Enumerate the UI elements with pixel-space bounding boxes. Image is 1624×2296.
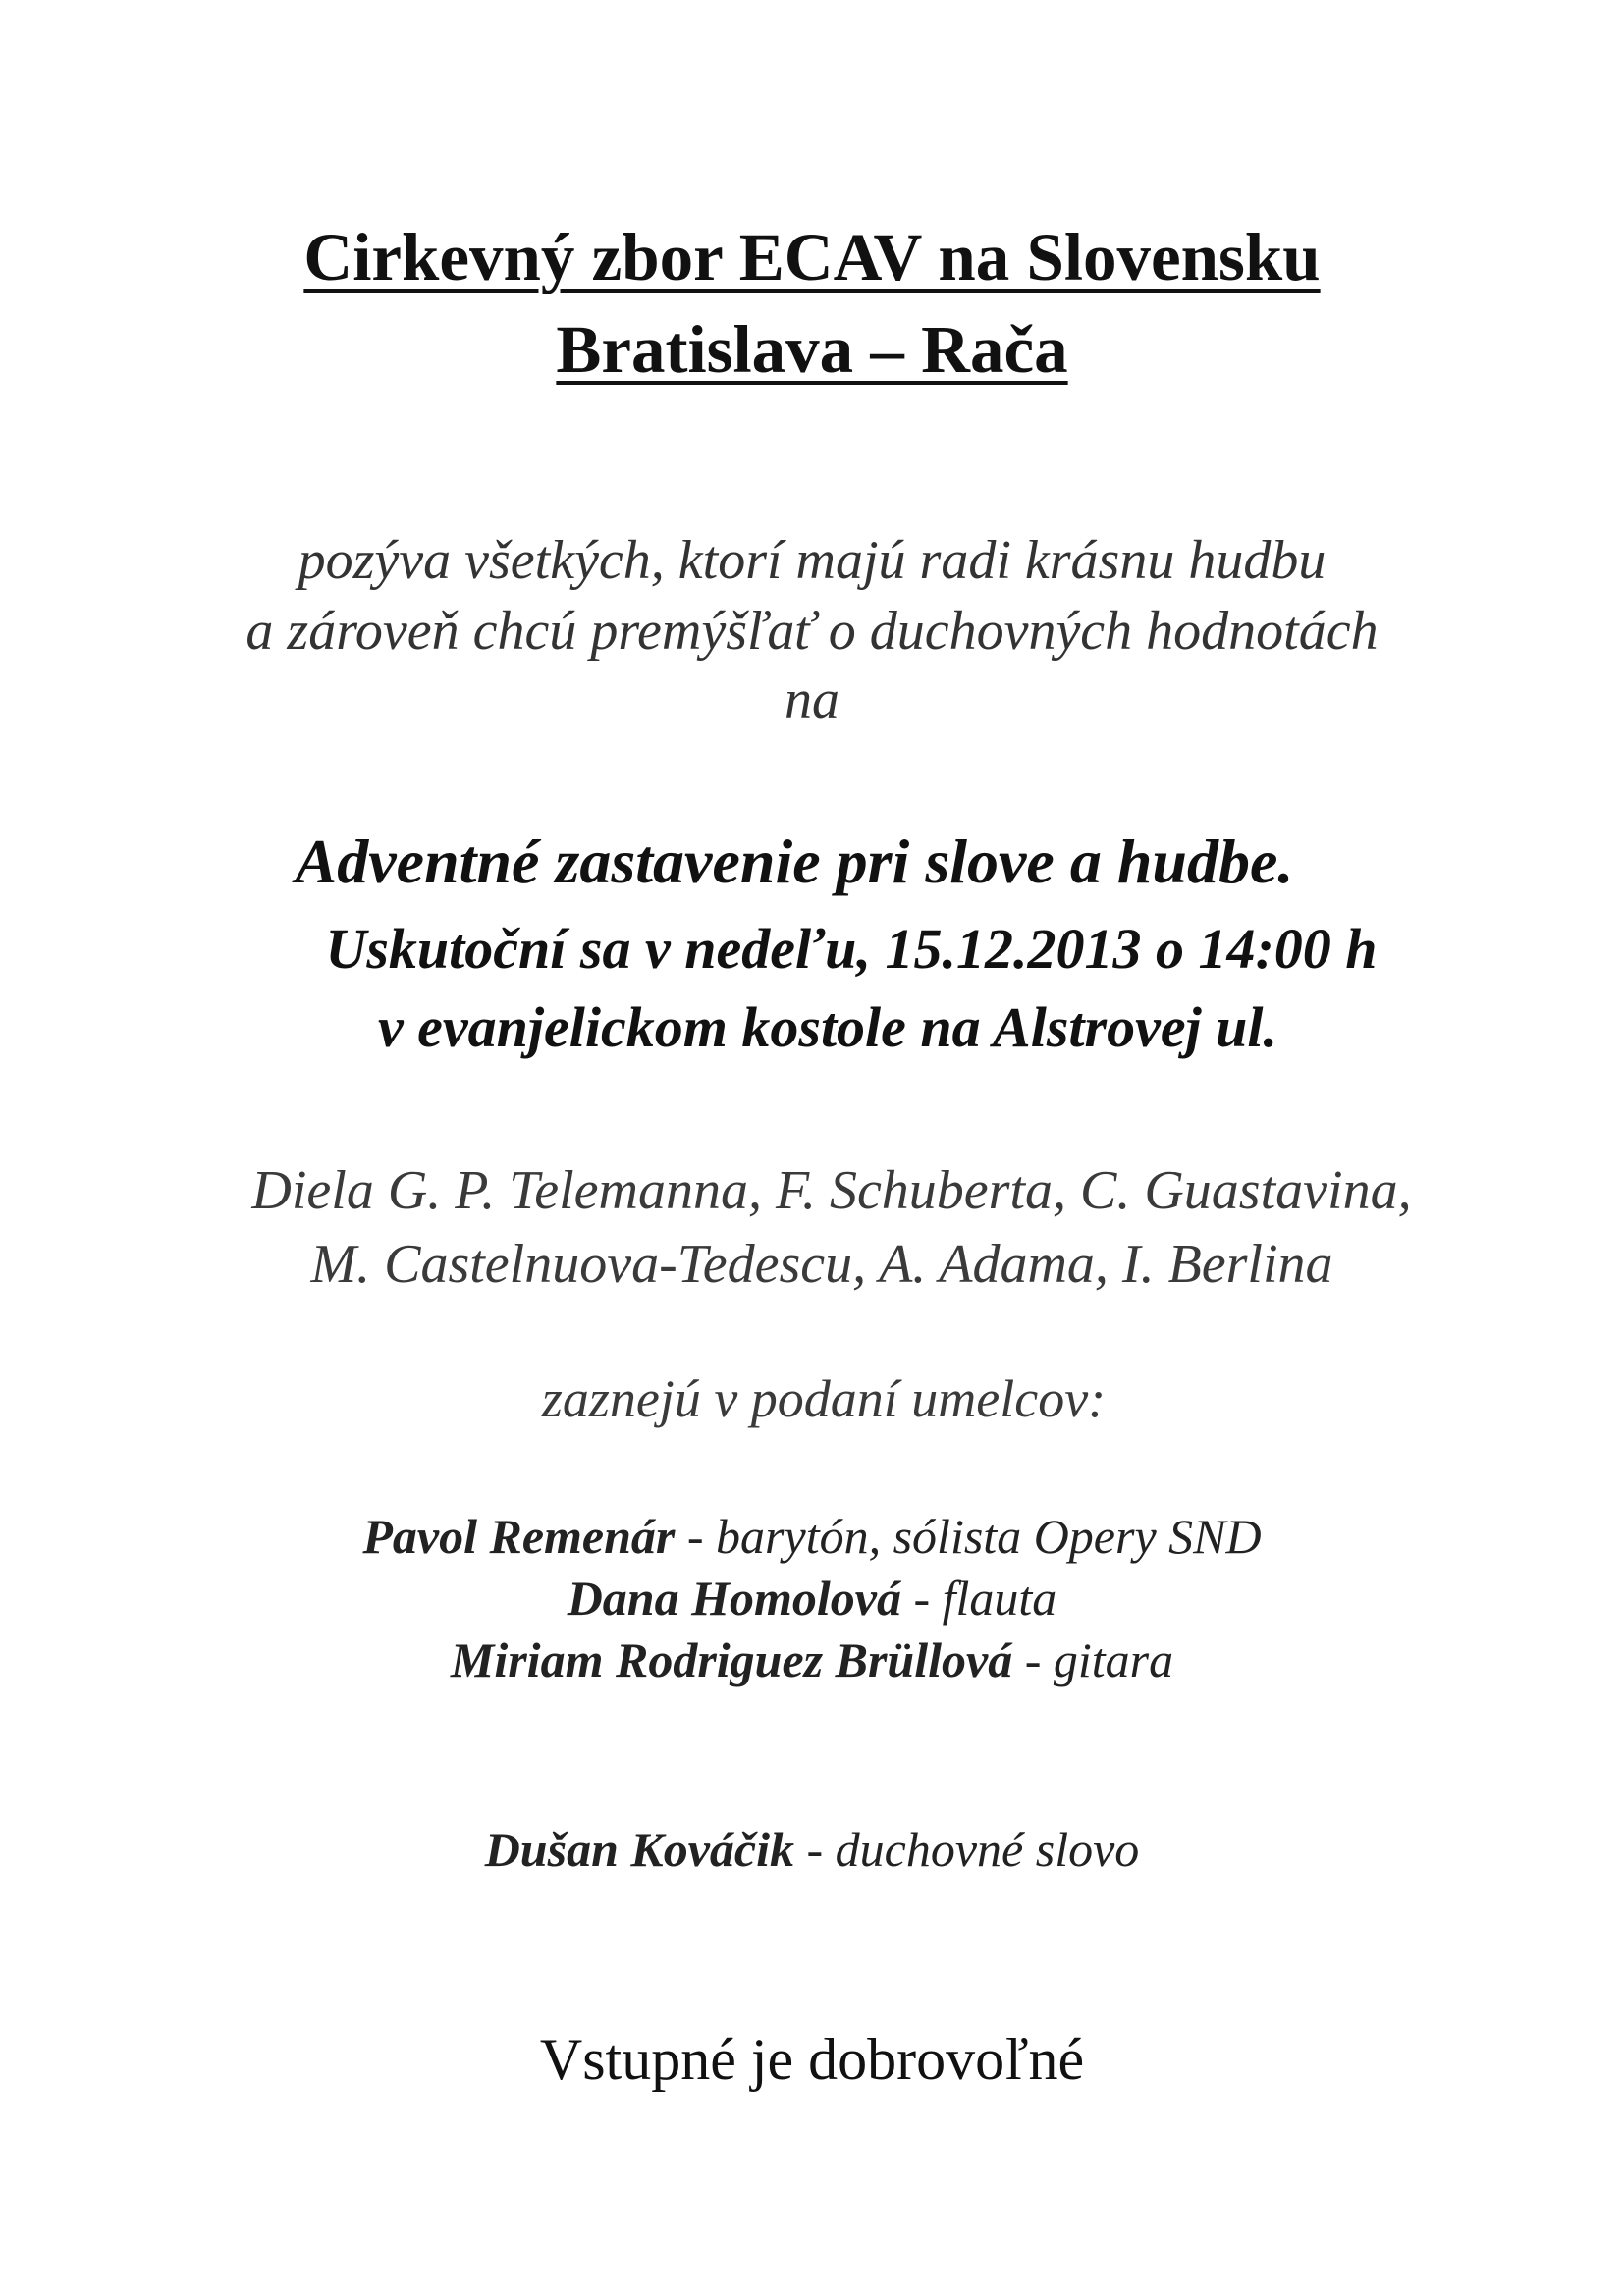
header-line-1: Cirkevný zbor ECAV na Slovensku — [303, 220, 1321, 294]
admission-note: Vstupné je dobrovoľné — [539, 2027, 1085, 2092]
performer-line — [0, 1571, 1624, 1626]
performer-name: Dana Homolová — [567, 1571, 901, 1626]
event-venue: v evanjelickom kostole na Alstrovej ul. — [377, 995, 1278, 1059]
performer-role: - gitara — [1012, 1632, 1174, 1687]
performer-name: Miriam Rodriguez Brüllová — [450, 1632, 1013, 1687]
performer-role: - barytón, sólista Opery SND — [675, 1509, 1262, 1564]
header-line-2: Bratislava – Rača — [556, 312, 1068, 387]
performer-role: - flauta — [900, 1571, 1057, 1626]
performer-line — [0, 1509, 1624, 1564]
performer-line — [0, 1632, 1624, 1687]
invitation-line-1: pozýva všetkých, ktorí majú radi krásnu hudbu — [298, 530, 1326, 591]
event-date-time: Uskutoční sa v nedeľu, 15.12.2013 o 14:00 h — [325, 917, 1378, 981]
event-title: Adventné zastavenie pri slove a hudbe. — [295, 827, 1294, 896]
works-line-2: M. Castelnuova-Tedescu, A. Adama, I. Berlina — [310, 1234, 1333, 1295]
invitation-line-3: na — [785, 669, 839, 730]
speaker-name: Dušan Kováčik — [484, 1822, 795, 1877]
speaker-line — [0, 1822, 1624, 1877]
performer-name: Pavol Remenár — [362, 1509, 676, 1564]
speaker-role: - duchovné slovo — [794, 1822, 1140, 1877]
performers-intro: zaznejú v podaní umelcov: — [541, 1369, 1107, 1428]
invitation-line-2: a zároveň chcú premýšľať o duchovných hodnotách — [245, 601, 1379, 662]
works-line-1: Diela G. P. Telemanna, F. Schuberta, C. Guastavina, — [251, 1160, 1412, 1221]
